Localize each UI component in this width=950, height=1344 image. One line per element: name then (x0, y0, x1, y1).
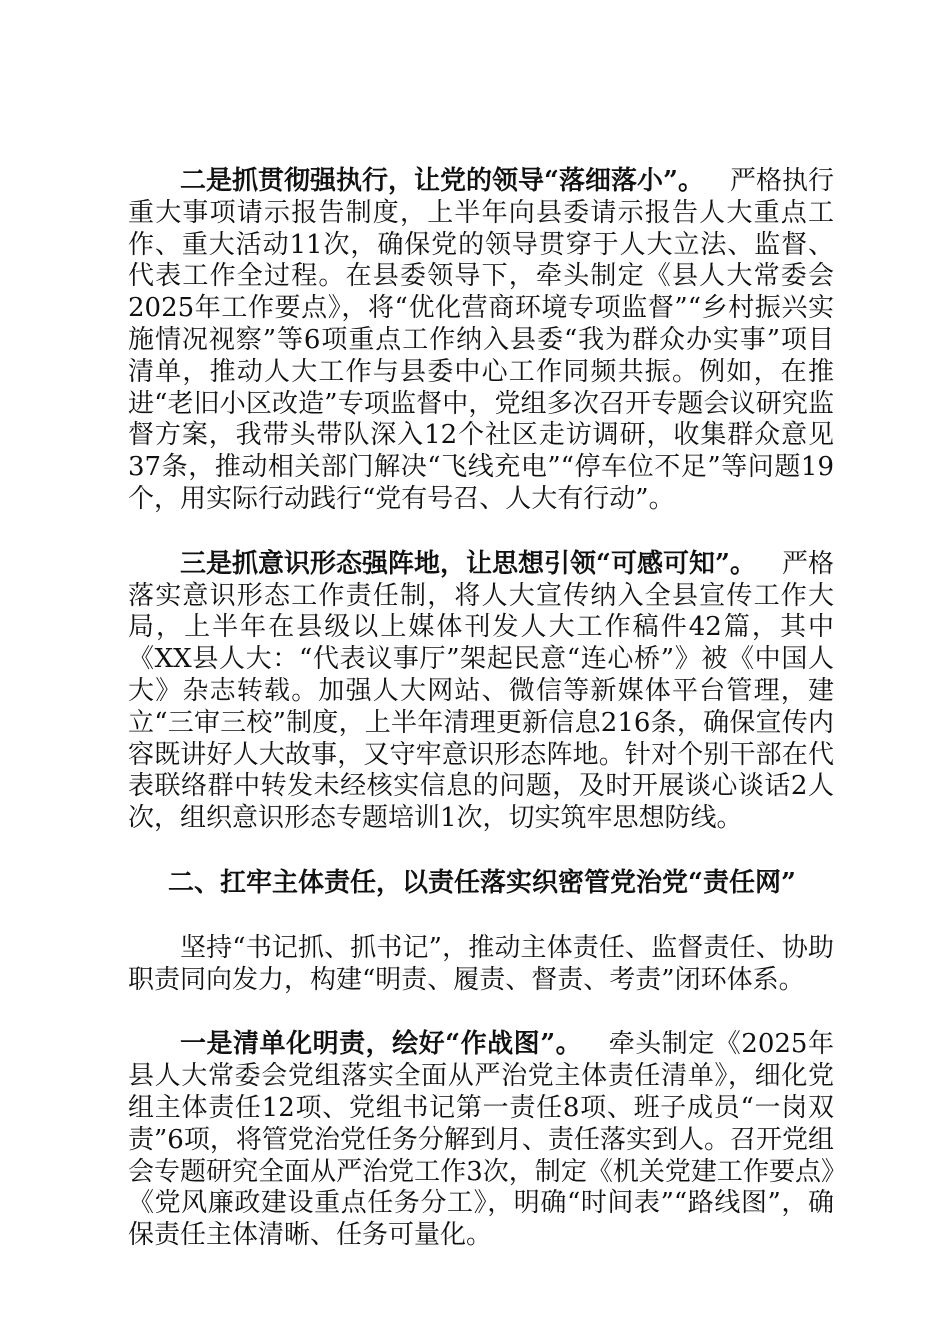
paragraph-body: 严格执行重大事项请示报告制度，上半年向县委请示报告人大重点工作、重大活动11次，确保党的领导贯穿于人大立法、监督、代表工作全过程。在县委领导下，牵头制定《县人大常委会2025年工作要点》，将“优化营商环境专项监督”“乡村振兴实施情况视察”等6项重点工作纳入县委“我为群众办实事”项目清单，推动人大工作与县委中心工作同频共振。例如，在推进“老旧小区改造”专项监督中，党组多次召开专题会议研究监督方案，我带头带队深入12个社区走访调研，收集群众意见37条，推动相关部门解决“飞线充电”“停车位不足”等问题19个，用实际行动践行“党有号召、人大有行动”。 (128, 166, 834, 514)
paragraph-ideology (128, 549, 834, 835)
document-body (128, 166, 834, 1285)
section-intro: 坚持“书记抓、抓书记”，推动主体责任、监督责任、协助职责同向发力，构建“明责、履责、督责、考责”闭环体系。 (128, 932, 834, 995)
paragraph-lead: 二是抓贯彻强执行，让党的领导“落细落小”。 (180, 166, 704, 196)
section-heading: 二、扛牢主体责任，以责任落实织密管党治党“责任网” (168, 867, 796, 898)
paragraph-lead: 一是清单化明责，绘好“作战图”。 (180, 1029, 583, 1060)
paragraph-lead: 三是抓意识形态强阵地，让思想引领“可感可知”。 (180, 548, 756, 579)
paragraph-responsibility-list (128, 1029, 834, 1252)
paragraph-party-leadership (128, 166, 834, 516)
paragraph-body: 牵头制定《2025年县人大常委会党组落实全面从严治党主体责任清单》，细化党组主体责任12项、党组书记第一责任8项、班子成员“一岗双责”6项，将管党治党任务分解到月、责任落实到人。召开党组会专题研究全面从严治党工作3次，制定《机关党建工作要点》《党风廉政建设重点任务分工》，明确“时间表”“路线图”，确保责任主体清晰、任务可量化。 (128, 1029, 834, 1251)
paragraph-body: 严格落实意识形态工作责任制，将人大宣传纳入全县宣传工作大局，上半年在县级以上媒体刊发人大工作稿件42篇，其中《XX县人大：“代表议事厅”架起民意“连心桥”》被《中国人大》杂志转载。加强人大网站、微信等新媒体平台管理，建立“三审三校”制度，上半年清理更新信息216条，确保宣传内容既讲好人大故事，又守牢意识形态阵地。针对个别干部在代表联络群中转发未经核实信息的问题，及时开展谈心谈话2人次，组织意识形态专题培训1次，切实筑牢思想防线。 (128, 548, 834, 834)
